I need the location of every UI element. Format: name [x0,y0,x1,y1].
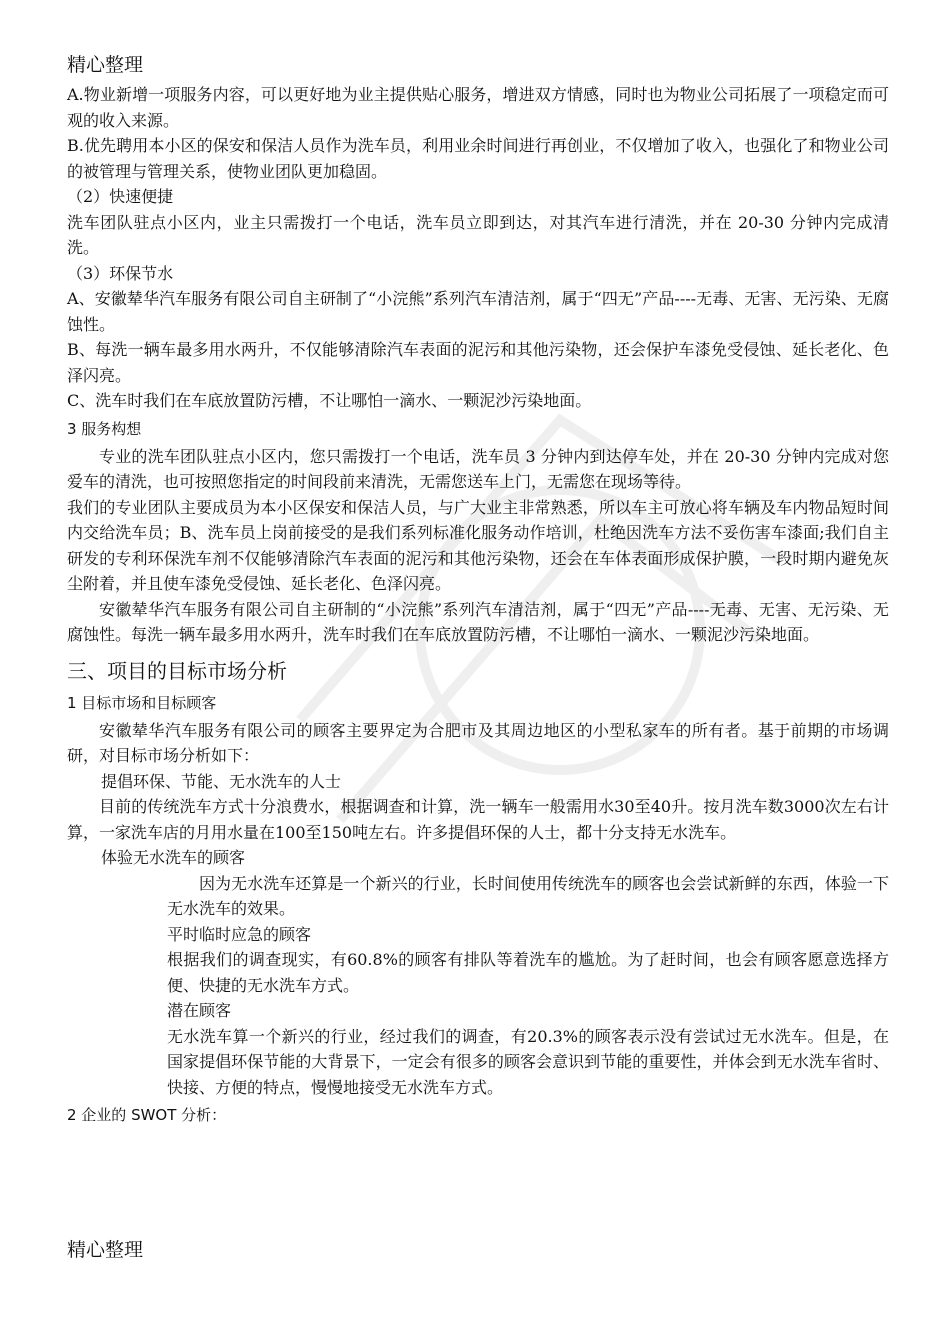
subheading-eco: （3）环保节水 [67,263,174,283]
document-page [67,50,889,1130]
service-paragraph-2: 我们的专业团队主要成员为本小区保安和保洁人员，与广大业主非常熟悉，所以车主可放心将车辆及车内物品短时间内交给洗车员；B、洗车员上岗前接受的是我们系列标准化服务动作培训，杜绝因洗车方法不妥伤害车漆面;我们自主研发的专利环保洗车剂不仅能够清除汽车表面的泥污和其他污染物，还会在车体表面形成保护膜，一段时期内避免灰尘附着，并且使车漆免受侵蚀、延长老化、色泽闪亮。 [67,497,889,593]
group-1-title: 提倡环保、节能、无水洗车的人士 [101,771,342,791]
group-4-title: 潜在顾客 [167,1001,232,1020]
paragraph-eco-b: B、每洗一辆车最多用水两升，不仅能够清除汽车表面的泥污和其他污染物，还会保护车漆免受侵蚀、延长老化、色泽闪亮。 [67,340,889,385]
service-paragraph-1: 专业的洗车团队驻点小区内，您只需拨打一个电话，洗车员 3 分钟内到达停车处，并在 20-30 分钟内完成对您爱车的清洗，也可按照您指定的时间段前来清洗，无需您送车上门，无需您在现场等待。 [67,446,889,491]
paragraph-b: B.优先聘用本小区的保安和保洁人员作为洗车员，利用业余时间进行再创业，不仅增加了收入，也强化了和物业公司的被管理与管理关系，使物业团队更加稳固。 [67,136,889,181]
page-footer: 精心整理 [67,1239,144,1261]
group-2-title: 体验无水洗车的顾客 [101,848,246,867]
group-3-text: 根据我们的调查现实，有60.8%的顾客有排队等着洗车的尴尬。为了赶时间，也会有顾客愿意选择方便、快捷的无水洗车方式。 [167,950,889,995]
target-intro: 安徽辇华汽车服务有限公司的顾客主要界定为合肥市及其周边地区的小型私家车的所有者。基于前期的市场调研，对目标市场分析如下： [67,720,889,765]
page-header: 精心整理 [67,54,144,76]
subheading-fast: （2）快速便捷 [67,187,174,206]
paragraph-eco-a: A、安徽辇华汽车服务有限公司自主研制了“小浣熊”系列汽车清洁剂，属于“四无”产品----无毒、无害、无污染、无腐蚀性。 [67,289,889,334]
paragraph-eco-c: C、洗车时我们在车底放置防污槽，不让哪怕一滴水、一颗泥沙污染地面。 [67,391,592,410]
group-3-title: 平时临时应急的顾客 [167,924,312,944]
chapter-title: 三、项目的目标市场分析 [67,658,287,683]
section-heading-service: 3 服务构想 [67,419,142,438]
subsection-swot: 2 企业的 SWOT 分析： [67,1106,227,1124]
subsection-target-market: 1 目标市场和目标顾客 [67,693,217,712]
group-4-text: 无水洗车算一个新兴的行业，经过我们的调查，有20.3%的顾客表示没有尝试过无水洗车。但是，在国家提倡环保节能的大背景下，一定会有很多的顾客会意识到节能的重要性，并体会到无水洗车省时、快接、方便的特点，慢慢地接受无水洗车方式。 [167,1026,889,1097]
paragraph-fast: 洗车团队驻点小区内，业主只需拨打一个电话，洗车员立即到达，对其汽车进行清洗，并在 20-30 分钟内完成清洗。 [67,212,889,257]
service-paragraph-3: 安徽辇华汽车服务有限公司自主研制的“小浣熊”系列汽车清洁剂，属于“四无”产品----无毒、无害、无污染、无腐蚀性。每洗一辆车最多用水两升，洗车时我们在车底放置防污槽，不让哪怕一滴水、一颗泥沙污染地面。 [67,599,889,644]
group-1-text: 目前的传统洗车方式十分浪费水，根据调查和计算，洗一辆车一般需用水30至40升。按月洗车数3000次左右计算，一家洗车店的月用水量在100至150吨左右。许多提倡环保的人士，都十分支持无水洗车。 [67,797,889,842]
paragraph-a: A.物业新增一项服务内容，可以更好地为业主提供贴心服务，增进双方情感，同时也为物业公司拓展了一项稳定而可观的收入来源。 [67,85,889,130]
group-2-text: 因为无水洗车还算是一个新兴的行业，长时间使用传统洗车的顾客也会尝试新鲜的东西，体验一下无水洗车的效果。 [167,873,889,918]
